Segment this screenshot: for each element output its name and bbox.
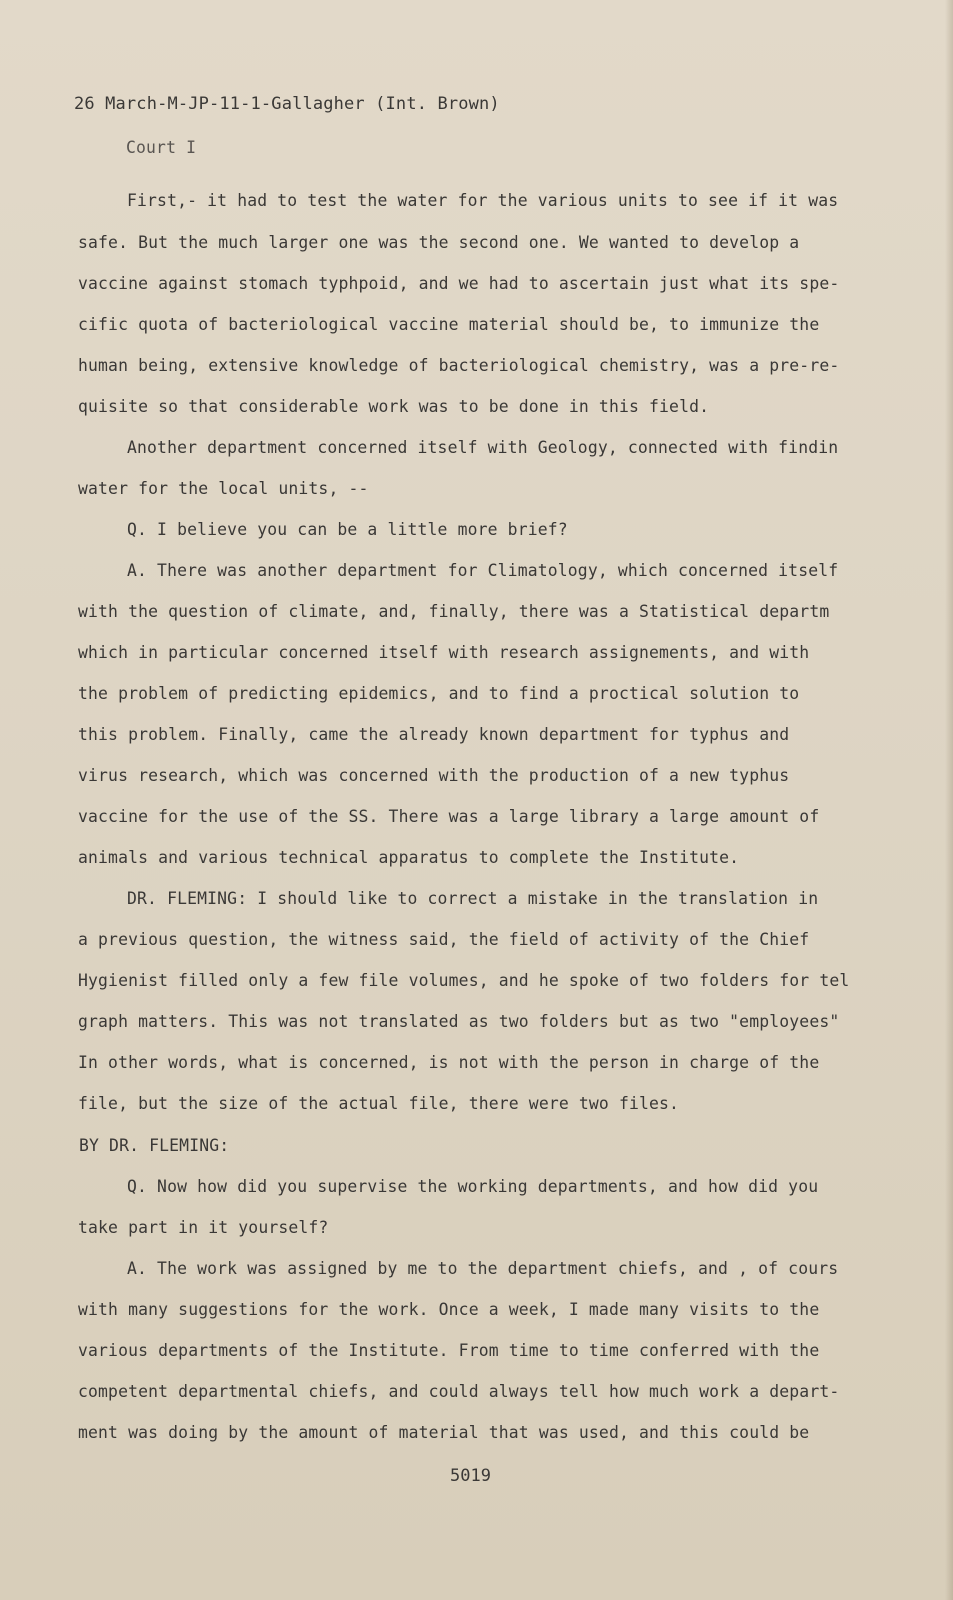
text-line: Another department concerned itself with Geology, connected with findin [127, 438, 839, 457]
document-header: 26 March-M-JP-11-1-Gallagher (Int. Brown) [74, 94, 500, 114]
court-label: Court I [126, 138, 197, 157]
text-line: In other words, what is concerned, is not with the person in charge of the [78, 1053, 820, 1072]
text-line: Hygienist filled only a few file volumes, and he spoke of two folders for tel [78, 971, 850, 990]
text-line: vaccine against stomach typhpoid, and we had to ascertain just what its spe- [78, 274, 840, 293]
text-line: A. There was another department for Climatology, which concerned itself [127, 561, 839, 580]
text-line: Q. I believe you can be a little more brief? [127, 520, 568, 539]
text-line: human being, extensive knowledge of bacteriological chemistry, was a pre-re- [78, 356, 840, 375]
text-line: animals and various technical apparatus to complete the Institute. [78, 848, 740, 867]
text-line: vaccine for the use of the SS. There was a large library a large amount of [78, 807, 820, 826]
text-line: ment was doing by the amount of material that was used, and this could be [78, 1423, 810, 1442]
text-line: take part in it yourself? [78, 1218, 329, 1237]
text-line: First,- it had to test the water for the various units to see if it was [127, 191, 839, 210]
text-line: BY DR. FLEMING: [79, 1136, 230, 1155]
text-line: water for the local units, -- [78, 479, 369, 498]
text-line: this problem. Finally, came the already known department for typhus and [78, 725, 790, 744]
text-line: file, but the size of the actual file, there were two files. [78, 1094, 680, 1113]
text-line: DR. FLEMING: I should like to correct a mistake in the translation in [127, 889, 819, 908]
text-line: with many suggestions for the work. Once a week, I made many visits to the [78, 1300, 820, 1319]
text-line: a previous question, the witness said, the field of activity of the Chief [78, 930, 810, 949]
text-line: the problem of predicting epidemics, and to find a proctical solution to [78, 684, 800, 703]
text-line: graph matters. This was not translated as two folders but as two "employees" [78, 1012, 840, 1031]
paper-edge-shadow [945, 0, 953, 1600]
text-line: A. The work was assigned by me to the department chiefs, and , of cours [127, 1259, 839, 1278]
text-line: Q. Now how did you supervise the working departments, and how did you [127, 1177, 819, 1196]
text-line: cific quota of bacteriological vaccine material should be, to immunize the [78, 315, 820, 334]
text-line: various departments of the Institute. From time to time conferred with the [78, 1341, 820, 1360]
text-line: safe. But the much larger one was the second one. We wanted to develop a [78, 233, 800, 252]
text-line: which in particular concerned itself with research assignements, and with [78, 643, 810, 662]
text-line: virus research, which was concerned with the production of a new typhus [78, 766, 790, 785]
text-line: quisite so that considerable work was to be done in this field. [78, 397, 710, 416]
text-line: with the question of climate, and, finally, there was a Statistical departm [78, 602, 830, 621]
page-number: 5019 [450, 1466, 491, 1486]
text-line: competent departmental chiefs, and could always tell how much work a depart- [78, 1382, 840, 1401]
